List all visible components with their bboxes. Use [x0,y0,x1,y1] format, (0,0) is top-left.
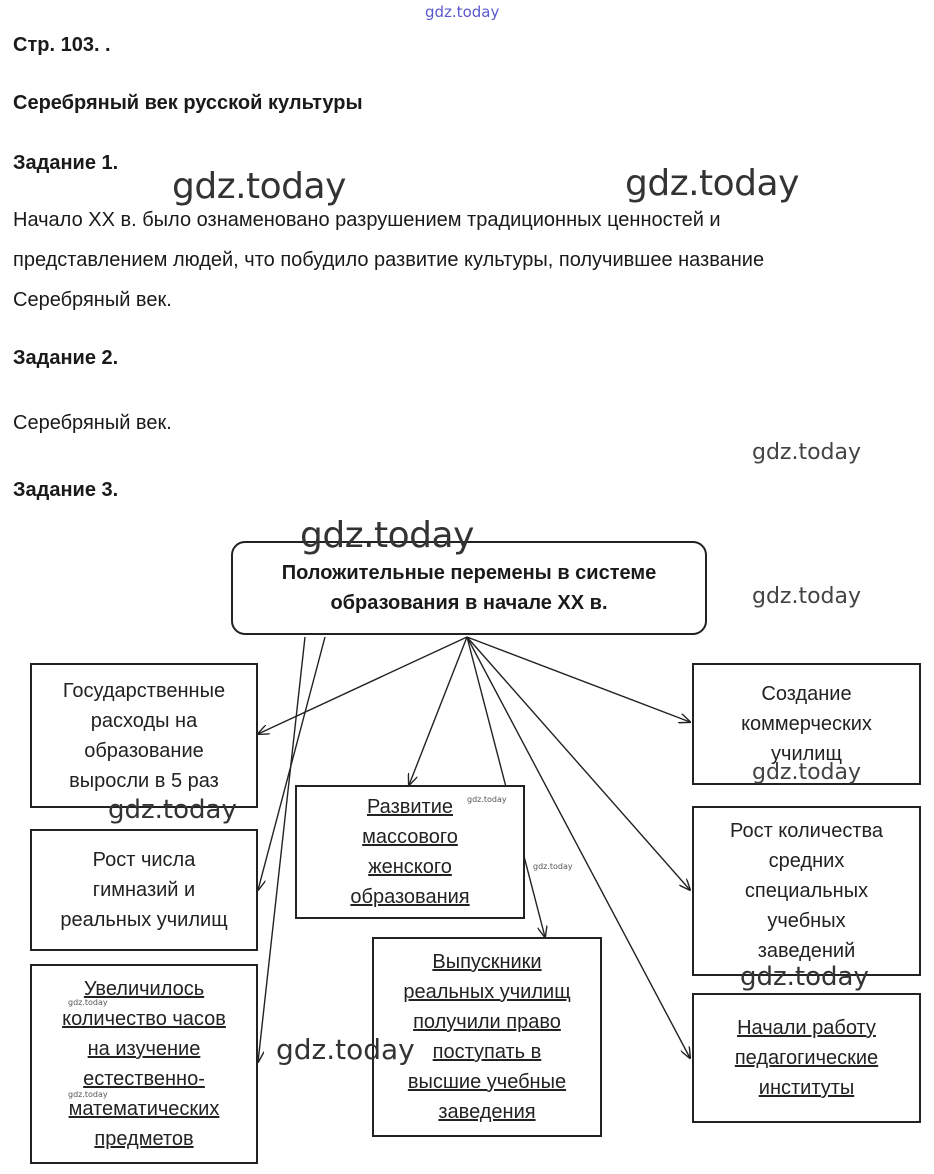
watermark: gdz.today [300,515,474,556]
watermark: gdz.today [276,1033,415,1066]
box-line: на изучение [87,1038,201,1060]
box-line: заведения [438,1101,536,1123]
box-gymnasiums [30,829,258,951]
box-line: предметов [94,1128,194,1150]
box-line: заведений [757,940,856,962]
watermark: gdz.today [752,440,862,465]
box-line: образования [350,886,470,908]
task3-heading: Задание 3. [13,479,119,501]
watermark: gdz.today [533,862,573,871]
page-reference: Стр. 103. . [13,34,111,56]
page-title: Серебряный век русской культуры [13,92,363,114]
box-line: гимназий и [92,879,196,901]
box-hours [30,964,258,1164]
task2-answer: Серебряный век. [13,412,172,434]
box-line: выросли в 5 раз [69,769,219,792]
task1-line: представлением людей, что побудило развитие культуры, получившее название [13,249,765,271]
box-line: специальных [744,880,869,902]
watermark: gdz.today [108,795,237,825]
box-secondary [692,806,921,976]
box-line: Государственные [62,679,226,702]
box-line: математических [68,1098,220,1120]
box-line: образование [84,739,204,762]
box-line: Создание [761,683,852,705]
watermark: gdz.today [425,3,500,21]
watermark: gdz.today [752,584,862,609]
box-spending [30,663,258,808]
box-line: училищ [771,743,842,765]
box-line: расходы на [90,709,198,732]
task2-heading: Задание 2. [13,347,119,369]
box-line: массового [362,826,458,848]
box-women [295,785,525,919]
box-line: количество часов [62,1008,226,1030]
watermark: gdz.today [68,1090,108,1099]
watermark: gdz.today [467,795,507,804]
watermark: gdz.today [740,962,869,992]
arrow-to-commercial [467,637,690,722]
box-line: Увеличилось [83,978,205,1000]
box-line: учебных [767,910,846,932]
center-line: Положительные перемены в системе [281,562,657,584]
box-line: Выпускники [432,951,542,973]
box-line: получили право [413,1011,561,1033]
box-line: институты [758,1077,855,1099]
task1-heading: Задание 1. [13,152,119,174]
box-line: женского [368,856,452,878]
box-line: высшие учебные [407,1071,567,1093]
watermark: gdz.today [752,760,862,785]
box-line: реальных училищ [403,981,571,1003]
box-line: коммерческих [741,713,872,735]
watermark: gdz.today [172,166,346,207]
box-line: Начали работу [737,1017,876,1039]
box-line: естественно- [83,1068,205,1090]
watermark: gdz.today [625,163,799,204]
task1-line: Серебряный век. [13,289,172,311]
box-institutes [692,993,921,1123]
box-line: Развитие [367,796,453,818]
watermark: gdz.today [68,998,108,1007]
box-line: Рост числа [92,849,196,871]
box-line: реальных училищ [60,909,228,931]
arrow-to-spending [258,637,467,734]
box-line: средних [768,850,845,872]
box-line: поступать в [432,1041,542,1063]
center-line: образования в начале XX в. [330,592,608,614]
box-line: Рост количества [729,820,884,842]
box-line: педагогические [734,1047,879,1069]
task1-line: Начало XX в. было ознаменовано разрушением традиционных ценностей и [13,209,721,231]
